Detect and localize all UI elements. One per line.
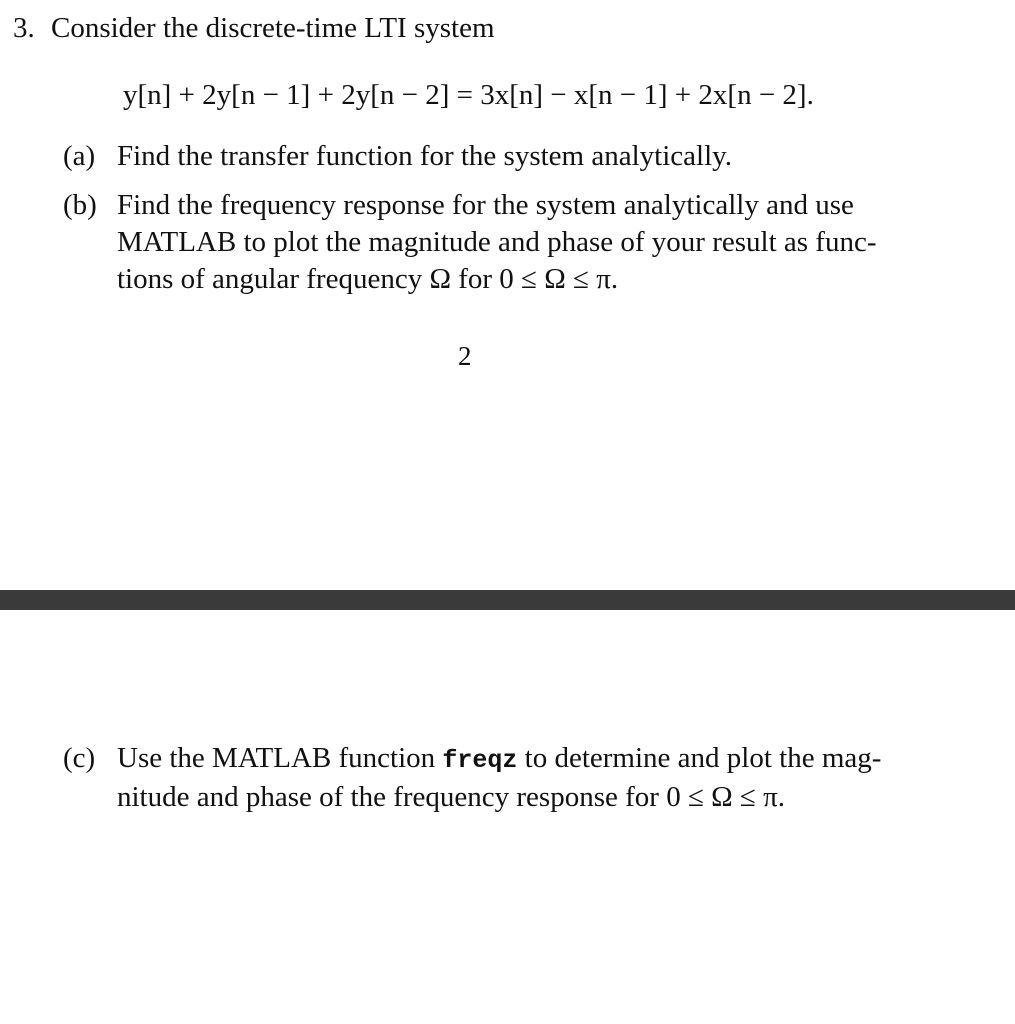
page-lower: [0, 610, 1015, 1024]
part-b-label: (b): [63, 189, 97, 221]
part-b-line-1-text: Find the frequency response for the system analytically and use: [117, 189, 854, 221]
part-a-label: (a): [63, 140, 96, 172]
page-number: 2: [458, 341, 472, 371]
problem-number: 3.: [13, 12, 35, 44]
part-c-line-1-pre: Use the MATLAB function: [117, 742, 436, 774]
freqz-code: freqz: [442, 746, 518, 775]
page-break-divider: [0, 590, 1015, 610]
part-c-line-1-post: to determine and plot the mag-: [524, 742, 882, 774]
part-c-label: (c): [63, 742, 96, 774]
part-a-text: Find the transfer function for the system analytically.: [117, 140, 733, 172]
part-b-line-2: MATLAB to plot the magnitude and phase of your result as func-: [117, 226, 877, 258]
difference-equation: y[n] + 2y[n − 1] + 2y[n − 2] = 3x[n] − x[n − 1] + 2x[n − 2].: [123, 79, 814, 111]
part-b: [63, 187, 963, 298]
part-c: [63, 740, 963, 816]
part-c-line-1: [117, 740, 963, 779]
part-b-line-3: tions of angular frequency Ω for 0 ≤ Ω ≤ π.: [117, 263, 619, 295]
part-b-line-1: [117, 187, 963, 224]
part-c-line-2: nitude and phase of the frequency response for 0 ≤ Ω ≤ π.: [117, 781, 785, 813]
problem-intro: Consider the discrete-time LTI system: [51, 12, 495, 44]
problem-heading: [13, 8, 495, 48]
part-a: [63, 138, 963, 175]
